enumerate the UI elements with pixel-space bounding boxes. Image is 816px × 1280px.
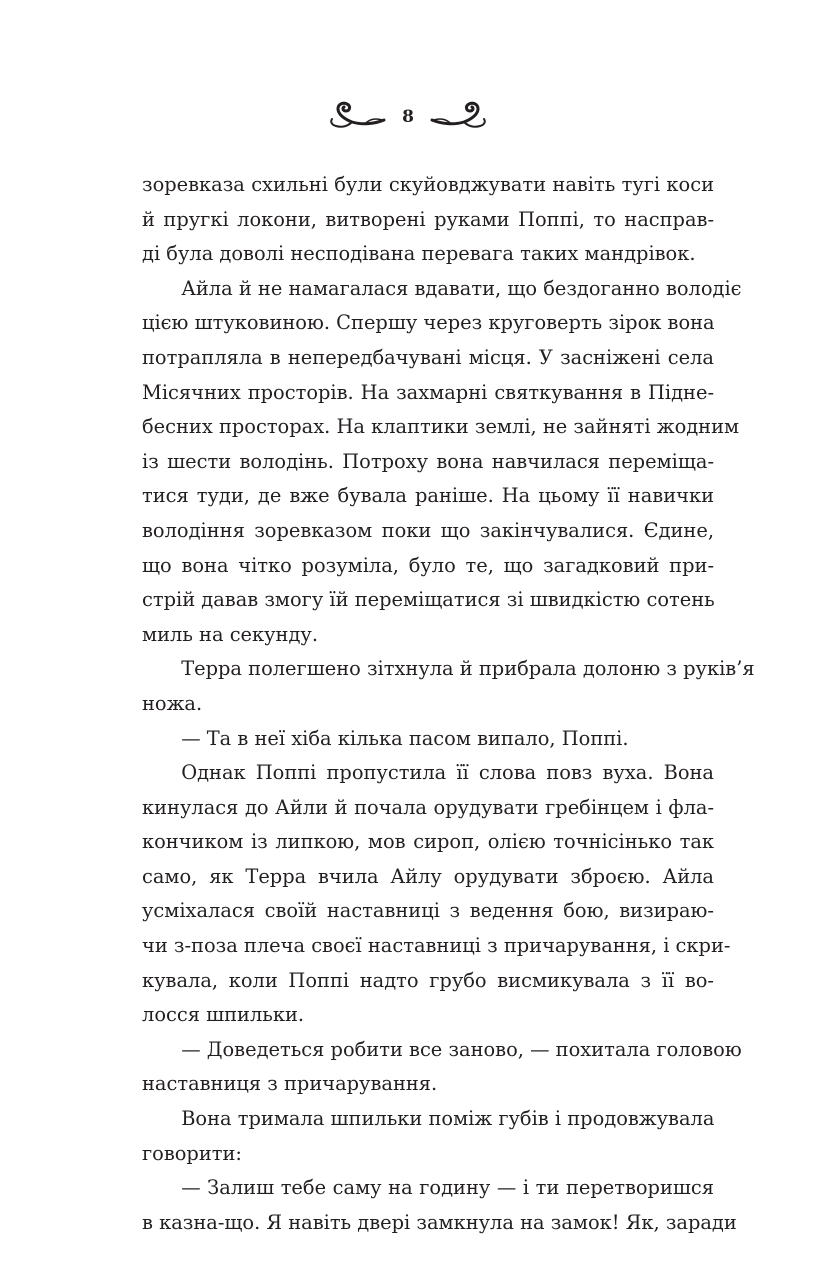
paragraph — [142, 168, 714, 272]
text-line: само, як Терра вчила Айлу орудувати зброєю. Айла — [142, 864, 714, 888]
text-line: — Доведеться робити все заново, — похитала головою — [181, 1037, 742, 1061]
page-body-text — [142, 168, 755, 1240]
text-line: кончиком із липкою, мов сироп, олією точнісінько так — [142, 830, 714, 854]
text-line: Однак Поппі пропустила її слова повз вуха. Вона — [181, 761, 714, 785]
paragraph — [142, 1171, 737, 1240]
text-line: цією штуковиною. Спершу через круговерть зірок вона — [142, 311, 715, 335]
text-line: й пругкі локони, витворені руками Поппі, то насправ- — [142, 207, 714, 231]
text-line: в казна-що. Я навіть двері замкнула на замок! Як, заради — [142, 1210, 737, 1234]
paragraph — [142, 1102, 714, 1171]
text-line: стрій давав змогу їй переміщатися зі швидкістю сотень — [142, 588, 715, 612]
text-line: Місячних просторів. На захмарні святкування в Підне- — [142, 380, 714, 404]
text-line: ножа. — [142, 691, 203, 715]
text-line: Вона тримала шпильки поміж губів і продовжувала — [181, 1107, 715, 1131]
text-line: потрапляла в непередбачувані місця. У засніжені села — [142, 345, 714, 369]
text-line: ді була доволі несподівана перевага таких мандрівок. — [142, 242, 696, 266]
text-line: миль на секунду. — [142, 622, 318, 646]
text-line: — Залиш тебе саму на годину — і ти перетворишся — [181, 1176, 714, 1200]
text-line: — Та в неї хіба кілька пасом випало, Поппі. — [181, 726, 629, 750]
text-line: лосся шпильки. — [142, 1003, 305, 1027]
swirl-ornament-left-icon — [326, 98, 388, 134]
paragraph — [142, 756, 731, 1033]
text-line: володіння зоревказом поки що закінчувалися. Єдине, — [142, 518, 714, 542]
text-line: Айла й не намагалася вдавати, що бездоганно володіє — [181, 276, 742, 300]
text-line: що вона чітко розуміла, було те, що загадковий при- — [142, 553, 714, 577]
text-line: тися туди, де вже бувала раніше. На цьому її навички — [142, 484, 714, 508]
text-line: наставниця з причарування. — [142, 1072, 438, 1096]
text-line: говорити: — [142, 1141, 242, 1165]
text-line: бесних просторах. На клаптики землі, не зайняті жодним — [142, 415, 740, 439]
text-line: зоревказа схильні були скуйовджувати навіть тугі коси — [142, 173, 714, 196]
paragraph — [142, 1033, 742, 1102]
text-line: із шести володінь. Потроху вона навчилася переміща- — [142, 449, 714, 473]
text-line: кувала, коли Поппі надто грубо висмикувала з її во- — [142, 968, 714, 992]
text-line: усміхалася своїй наставниці з ведення бою, визираю- — [142, 899, 714, 923]
running-header — [0, 94, 816, 138]
paragraph — [142, 652, 755, 721]
text-line: чи з-поза плеча своєї наставниці з причарування, і скри- — [142, 934, 731, 958]
page-number: 8 — [402, 106, 414, 127]
paragraph — [142, 722, 714, 757]
paragraph — [142, 272, 742, 653]
swirl-ornament-right-icon — [428, 98, 490, 134]
text-line: Терра полегшено зітхнула й прибрала долоню з руків’я — [181, 657, 755, 681]
text-line: кинулася до Айли й почала орудувати гребінцем і фла- — [142, 795, 714, 819]
